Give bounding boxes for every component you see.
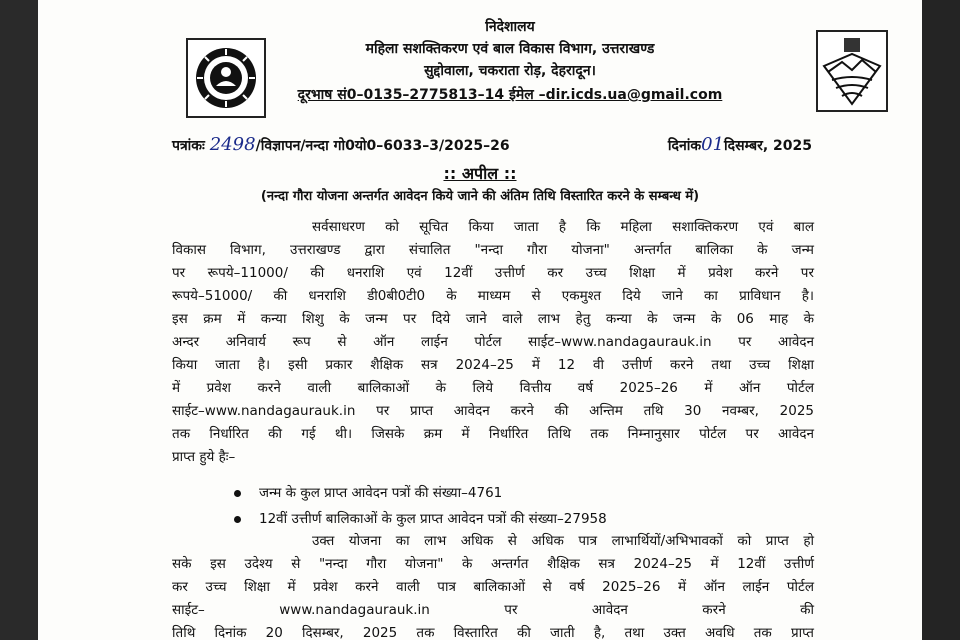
para2-line: सके इस उदेश्य से "नन्दा गौरा योजना" के अन्तर्गत शैक्षिक सत्र 2024–25 में 12वीं उत्तीर्ण [172,556,814,572]
para2-line: कर उच्च शिक्षा में प्रवेश करने वाली पात्र बालिकाओं से वर्ष 2025–26 में ऑन लाईन पोर्टल [172,579,814,595]
para1-line: अन्दर अनिवार्य रूप से ऑन लाईन पोर्टल साईट–www.nandagaurauk.in पर आवेदन [172,334,814,350]
para1-line: इस क्रम में कन्या शिशु के जन्म पर दिये जाने वाले लाभ हेतु कन्या के जन्म के 06 माह के [172,311,814,327]
header-directorate: निदेशालय [485,19,535,35]
subject-line: (नन्दा गौरा योजना अन्तर्गत आवेदन किये जाने की अंतिम तिथि विस्तारित करने के सम्बन्ध में) [260,189,700,204]
header-department: महिला सशक्तिकरण एवं बाल विकास विभाग, उत्तराखण्ड [365,41,655,57]
para1-line: सर्वसाधरण को सूचित किया जाता है कि महिला सशाक्तिकरण एवं बाल [312,219,814,235]
ref-text: /विज्ञापन/नन्दा गो0यो0–6033–3/2025–26 [255,138,510,154]
background-right [922,0,960,640]
para1-line: रूपये–51000/ की धनराशि डी0बी0टी0 के माध्यम से एकमुश्त दिये जाने का प्राविधान है। [172,288,814,304]
date-handwritten: 01 [701,134,725,155]
appeal-heading: :: अपील :: [443,164,517,183]
date-label: दिनांक [667,138,702,154]
document-page [38,0,922,640]
para1-line: प्राप्त हुये हैः– [172,449,236,465]
date-text: दिसम्बर, 2025 [724,138,812,154]
background-left [0,0,38,640]
para1-line: विकास विभाग, उत्तराखण्ड द्वारा संचालित "नन्दा गौरा योजना" अन्तर्गत बालिका के जन्म [172,242,814,258]
para2-line: तिथि दिनांक 20 दिसम्बर, 2025 तक विस्तारित की जाती है, तथा उक्त अवधि तक प्राप्त [172,625,814,640]
ref-number-handwritten: 2498 [209,134,256,155]
ref-date [668,134,812,155]
header-contact: दूरभाष सं0–0135–2775813–14 ईमेल –dir.icds.ua@gmail.com [297,87,723,103]
para1-line: किया जाता है। इसी प्रकार शैक्षिक सत्र 2024–25 में 12 वी उत्तीर्ण करने तथा उच्च शिक्षा [172,357,814,373]
para2-line: उक्त योजना का लाभ अधिक से अधिक पात्र लाभार्थियों/अभिभावकों को प्राप्त हो [312,533,814,549]
bullet-item: 12वीं उत्तीर्ण बालिकाओं के कुल प्राप्त आवेदन पत्रों की संख्या–27958 [234,508,607,531]
para1-line: तक निर्धारित की गई थी। जिसके क्रम में निर्धारित तिथि तक निम्नानुसार पोर्टल पर आवेदन [172,426,814,442]
bullet-icon [234,490,241,497]
para1-line: में प्रवेश करने वाली बालिकाओं के लिये वित्तीय वर्ष 2025–26 में ऑन पोर्टल [172,380,814,396]
para2-line: साईट– www.nandagaurauk.in पर आवेदन करने की [172,602,814,618]
header-address: सुद्दोवाला, चकराता रोड़, देहरादून। [424,63,596,79]
para1-line: साईट–www.nandagaurauk.in पर प्राप्त आवेदन करने की अन्तिम तथि 30 नवम्बर, 2025 [172,403,814,419]
reference-line [172,134,812,155]
bullet-item: जन्म के कुल प्राप्त आवेदन पत्रों की संख्या–4761 [234,482,502,505]
uttarakhand-emblem-logo [816,30,888,112]
bullet-icon [234,516,241,523]
ref-label: पत्रांकः [172,138,205,154]
para1-line: पर रूपये–11000/ की धनराशि एवं 12वीं उत्तीर्ण कर उच्च शिक्षा में प्रवेश करने पर [172,265,814,281]
